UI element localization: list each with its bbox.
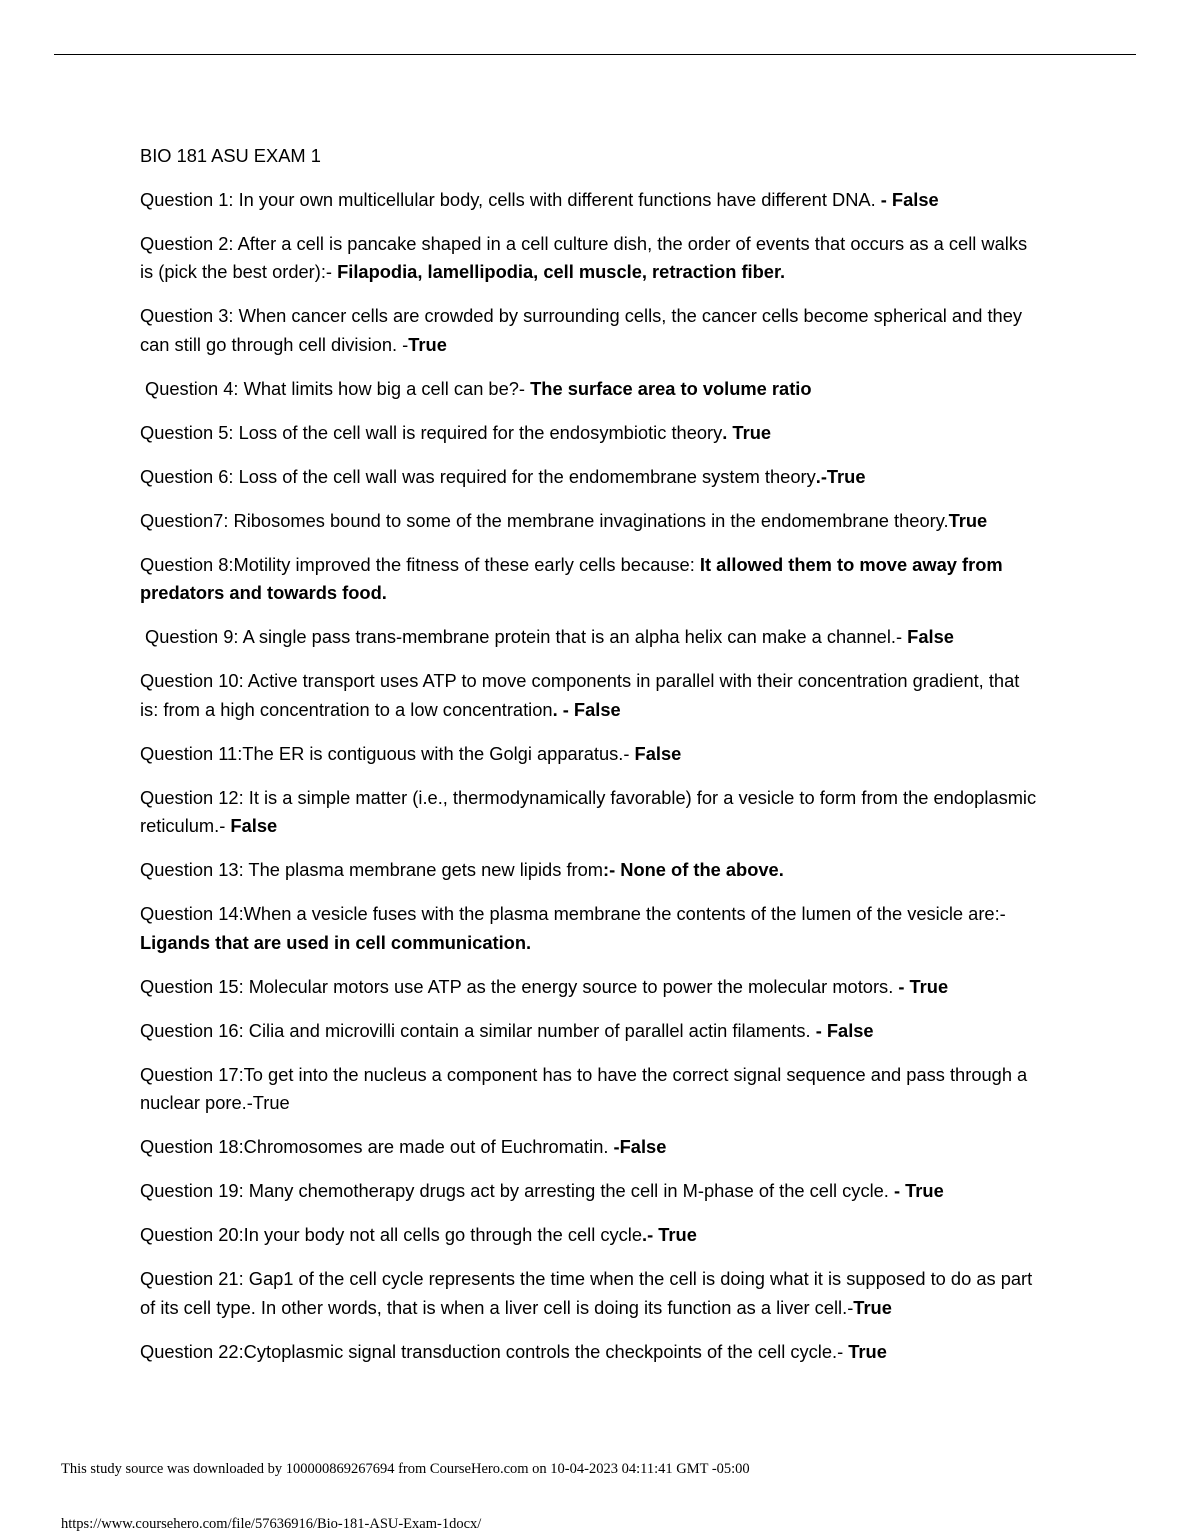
question-7: [140, 507, 1040, 536]
question-17: [140, 1061, 1040, 1118]
question-5: [140, 419, 1040, 448]
question-3: [140, 302, 1040, 359]
question-text: Question 9: A single pass trans-membrane protein that is an alpha helix can make a channel.-: [145, 626, 908, 647]
question-text: Question 10: Active transport uses ATP to move components in parallel with their concentration gradient, that is: from a high concentration to a low concentration: [140, 670, 1020, 720]
question-text: Question 17:To get into the nucleus a component has to have the correct signal sequence and pass through a nuclear pore.-True: [140, 1063, 1028, 1113]
question-text: Question 16: Cilia and microvilli contain a similar number of parallel actin filaments.: [140, 1019, 816, 1041]
answer: It allowed them to move away from predators and towards food.: [140, 553, 1003, 603]
answer: - False: [880, 188, 939, 210]
question-text: Question7: Ribosomes bound to some of the membrane invaginations in the endomembrane theory.: [140, 509, 949, 531]
question-8: [140, 551, 1040, 608]
question-text: Question 3: When cancer cells are crowded by surrounding cells, the cancer cells become spherical and they can still go through cell division. -: [140, 305, 1023, 355]
answer: - False: [815, 1019, 874, 1041]
answer: .-True: [815, 465, 866, 487]
answer: False: [907, 626, 954, 647]
question-text: Question 22:Cytoplasmic signal transduction controls the checkpoints of the cell cycle.-: [140, 1340, 849, 1362]
answer: The surface area to volume ratio: [530, 377, 812, 399]
question-text: Question 11:The ER is contiguous with the Golgi apparatus.-: [140, 742, 635, 764]
answer: - True: [893, 1180, 944, 1201]
answer: .- True: [642, 1224, 697, 1245]
question-text: Question 5: Loss of the cell wall is required for the endosymbiotic theory: [140, 421, 723, 443]
answer: True: [848, 1340, 887, 1362]
question-6: [140, 463, 1040, 492]
question-text: Question 1: In your own multicellular body, cells with different functions have different DNA.: [140, 188, 881, 210]
question-22: [140, 1338, 1040, 1367]
question-1: [140, 186, 1040, 215]
question-16: [140, 1017, 1040, 1046]
document-title: BIO 181 ASU EXAM 1: [140, 145, 321, 166]
question-12: [140, 784, 1040, 841]
answer: - True: [898, 975, 949, 997]
answer: Filapodia, lamellipodia, cell muscle, retraction fiber.: [337, 261, 786, 282]
answer: True: [408, 333, 447, 355]
answer: Ligands that are used in cell communication.: [140, 931, 532, 953]
question-2: [140, 230, 1040, 287]
answer: -False: [613, 1136, 667, 1157]
question-text: Question 8:Motility improved the fitness of these early cells because:: [140, 553, 700, 575]
question-text: Question 21: Gap1 of the cell cycle represents the time when the cell is doing what it is supposed to do as part of its cell type. In other words, that is when a liver cell is doing its function as a liver cell.-: [140, 1268, 1033, 1318]
answer: True: [948, 509, 988, 531]
question-9: [140, 623, 1040, 652]
question-14: [140, 900, 1040, 957]
question-text: Question 15: Molecular motors use ATP as the energy source to power the molecular motors.: [140, 975, 899, 997]
question-10: [140, 667, 1040, 724]
download-notice: This study source was downloaded by 100000869267694 from CourseHero.com on 10-04-2023 04:11:41 GMT -05:00: [61, 1461, 750, 1477]
question-text: Question 4: What limits how big a cell can be?-: [145, 377, 531, 399]
question-text: Question 13: The plasma membrane gets new lipids from: [140, 859, 604, 880]
answer: :- None of the above.: [603, 859, 784, 880]
question-text: Question 19: Many chemotherapy drugs act by arresting the cell in M-phase of the cell cycle.: [140, 1180, 894, 1201]
answer: False: [634, 742, 682, 764]
question-text: Question 20:In your body not all cells go through the cell cycle: [140, 1224, 643, 1245]
question-19: [140, 1177, 1040, 1206]
header-rule: [54, 54, 1136, 55]
question-4: [140, 375, 1040, 404]
question-21: [140, 1265, 1040, 1322]
question-text: Question 6: Loss of the cell wall was required for the endomembrane system theory: [140, 465, 816, 487]
question-18: [140, 1133, 1040, 1162]
answer: . - False: [552, 698, 621, 720]
question-15: [140, 973, 1040, 1002]
question-text: Question 14:When a vesicle fuses with the plasma membrane the contents of the lumen of the vesicle are:-: [140, 903, 1006, 924]
question-text: Question 12: It is a simple matter (i.e., thermodynamically favorable) for a vesicle to form from the endoplasmic reticulum.-: [140, 786, 1037, 836]
answer: True: [853, 1296, 892, 1318]
source-url: https://www.coursehero.com/file/57636916/Bio-181-ASU-Exam-1docx/: [61, 1516, 482, 1532]
question-text: Question 18:Chromosomes are made out of Euchromatin.: [140, 1136, 614, 1157]
answer: False: [230, 815, 278, 836]
answer: . True: [722, 421, 772, 443]
question-20: [140, 1221, 1040, 1250]
question-text: Question 2: After a cell is pancake shaped in a cell culture dish, the order of events that occurs as a cell walks is (pick the best order):-: [140, 232, 1028, 282]
question-13: [140, 856, 1040, 885]
question-11: [140, 740, 1040, 769]
document-body: [140, 142, 1040, 1382]
